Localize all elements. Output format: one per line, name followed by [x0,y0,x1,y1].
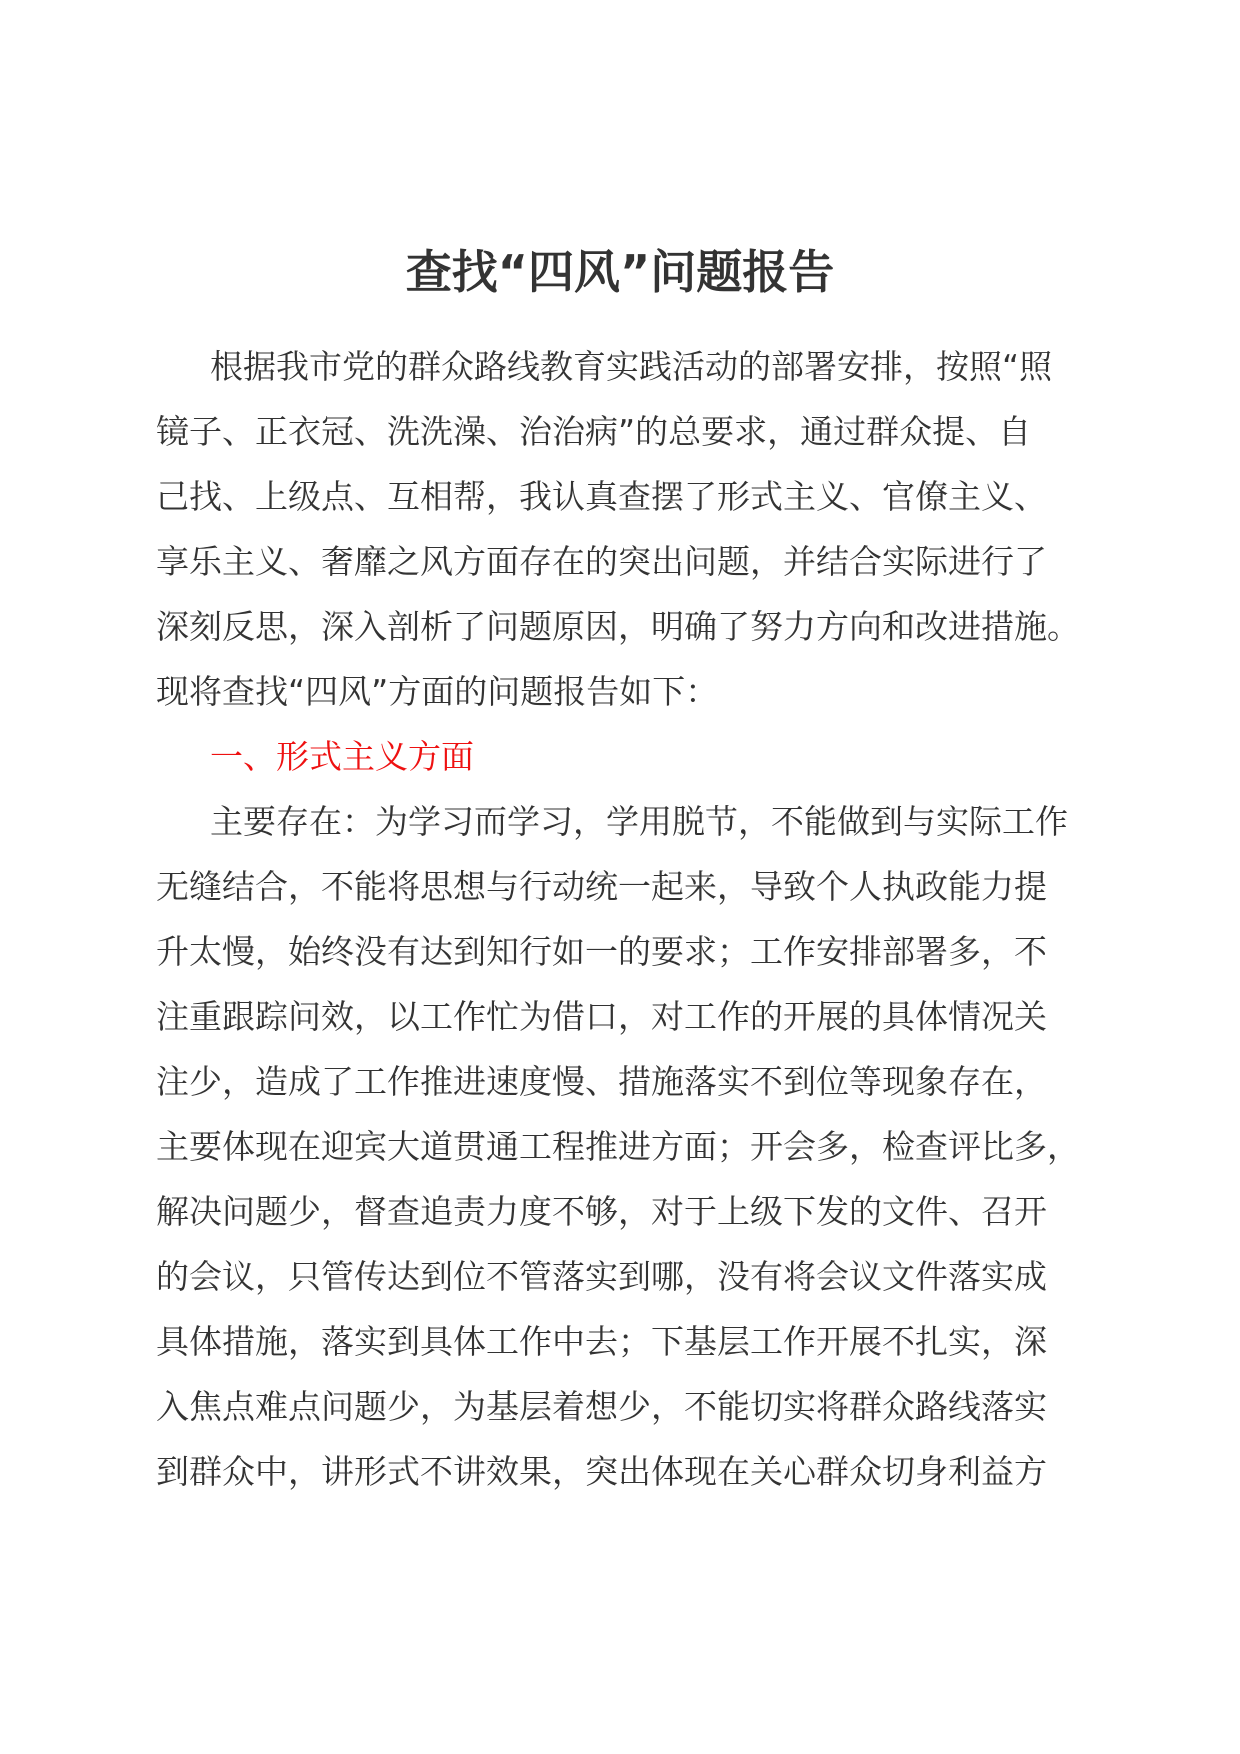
paragraph-line: 注少，造成了工作推进速度慢、措施落实不到位等现象存在， [156,1062,1047,1101]
paragraph-line: 主要体现在迎宾大道贯通工程推进方面；开会多，检查评比多， [156,1127,1080,1166]
paragraph-line: 解决问题少，督查追责力度不够，对于上级下发的文件、召开 [156,1192,1047,1231]
paragraph-line: 的会议，只管传达到位不管落实到哪，没有将会议文件落实成 [156,1257,1047,1296]
paragraph-line: 主要存在：为学习而学习，学用脱节，不能做到与实际工作 [210,802,1068,841]
paragraph-line: 享乐主义、奢靡之风方面存在的突出问题，并结合实际进行了 [156,542,1047,581]
paragraph-line: 具体措施，落实到具体工作中去；下基层工作开展不扎实，深 [156,1322,1047,1361]
paragraph-line: 到群众中，讲形式不讲效果，突出体现在关心群众切身利益方 [156,1452,1047,1491]
paragraph-line: 根据我市党的群众路线教育实践活动的部署安排，按照“照 [210,347,1053,386]
paragraph-line: 升太慢，始终没有达到知行如一的要求；工作安排部署多，不 [156,932,1047,971]
intro-paragraph [156,334,1086,724]
document-body [156,334,1086,1504]
paragraph-line: 无缝结合，不能将思想与行动统一起来，导致个人执政能力提 [156,867,1047,906]
section-heading: 一、形式主义方面 [210,737,474,776]
paragraph-line: 己找、上级点、互相帮，我认真查摆了形式主义、官僚主义、 [156,477,1047,516]
paragraph-line: 深刻反思，深入剖析了问题原因，明确了努力方向和改进措施。 [156,607,1080,646]
document-title: 查找“四风”问题报告 [405,245,835,299]
section1-paragraph [156,789,1086,1504]
paragraph-line: 镜子、正衣冠、洗洗澡、治治病”的总要求，通过群众提、自 [156,412,1032,451]
paragraph-line: 入焦点难点问题少，为基层着想少，不能切实将群众路线落实 [156,1387,1047,1426]
paragraph-line: 注重跟踪问效，以工作忙为借口，对工作的开展的具体情况关 [156,997,1047,1036]
paragraph-line: 现将查找“四风”方面的问题报告如下： [156,672,719,711]
